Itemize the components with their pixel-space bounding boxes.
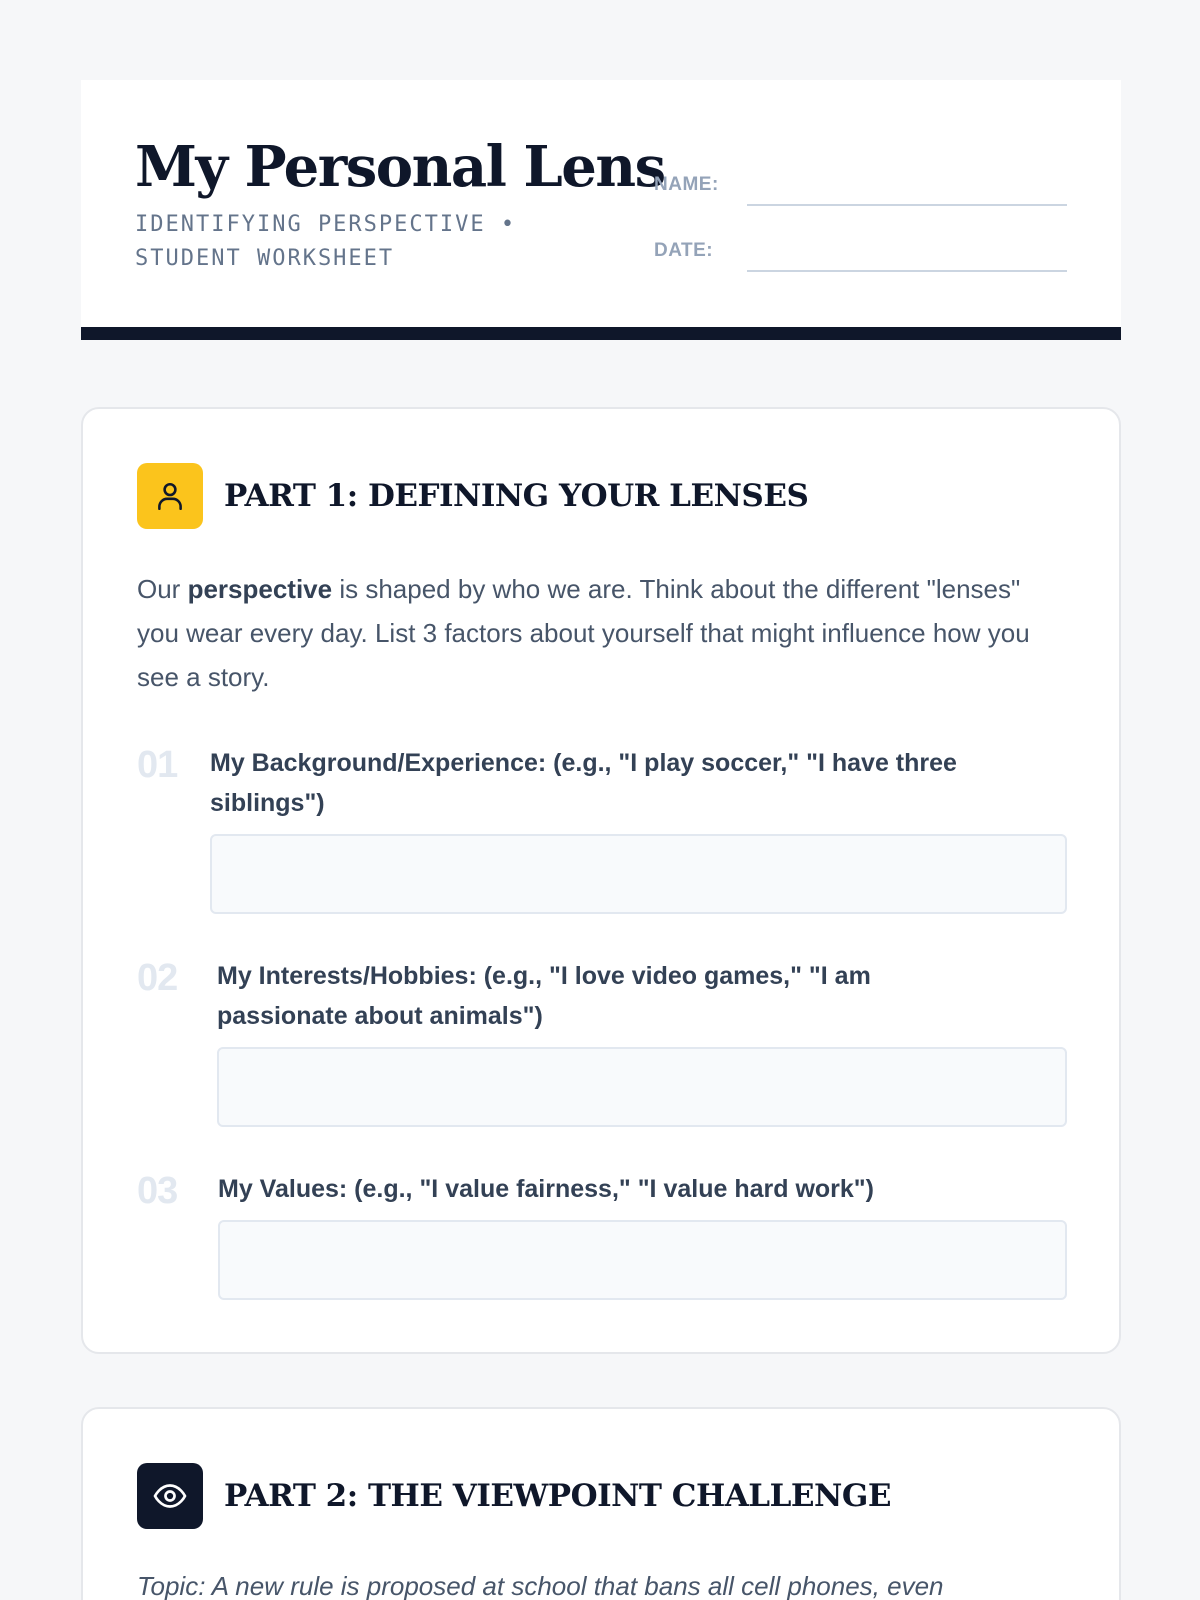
eye-icon xyxy=(137,1463,203,1529)
date-field[interactable] xyxy=(747,270,1067,272)
worksheet-header xyxy=(81,80,1121,340)
person-icon xyxy=(137,463,203,529)
page-subtitle: IDENTIFYING PERSPECTIVE • STUDENT WORKSHEET xyxy=(135,212,517,271)
name-label: NAME: xyxy=(654,174,719,195)
question-number: 02 xyxy=(137,957,178,999)
part1-card xyxy=(81,407,1121,1354)
part2-heading xyxy=(137,1462,891,1530)
background-answer-box[interactable] xyxy=(210,834,1067,914)
question-number: 01 xyxy=(137,744,178,786)
part1-title: PART 1: DEFINING YOUR LENSES xyxy=(224,478,809,514)
question-prompt: My Background/Experience: (e.g., "I play soccer," "I have three siblings") xyxy=(210,749,957,817)
part2-title: PART 2: THE VIEWPOINT CHALLENGE xyxy=(224,1478,891,1514)
part2-card xyxy=(81,1407,1121,1600)
question-number: 03 xyxy=(137,1170,178,1212)
part2-topic: Topic: A new rule is proposed at school that bans all cell phones, even xyxy=(137,1571,944,1600)
question-prompt: My Values: (e.g., "I value fairness," "I value hard work") xyxy=(218,1175,874,1203)
perspective-keyword: perspective xyxy=(187,574,333,604)
date-label: DATE: xyxy=(654,240,714,261)
values-answer-box[interactable] xyxy=(218,1220,1067,1300)
part1-heading xyxy=(137,462,808,530)
question-prompt: My Interests/Hobbies: (e.g., "I love video games," "I am passionate about animals") xyxy=(217,962,871,1030)
page-title: My Personal Lens xyxy=(135,134,665,200)
interests-answer-box[interactable] xyxy=(217,1047,1067,1127)
part1-intro: Our perspective is shaped by who we are. Think about the different "lenses" you wear every day. List 3 factors about yourself that might influence how you see a story. xyxy=(137,574,1030,692)
name-field[interactable] xyxy=(747,204,1067,206)
